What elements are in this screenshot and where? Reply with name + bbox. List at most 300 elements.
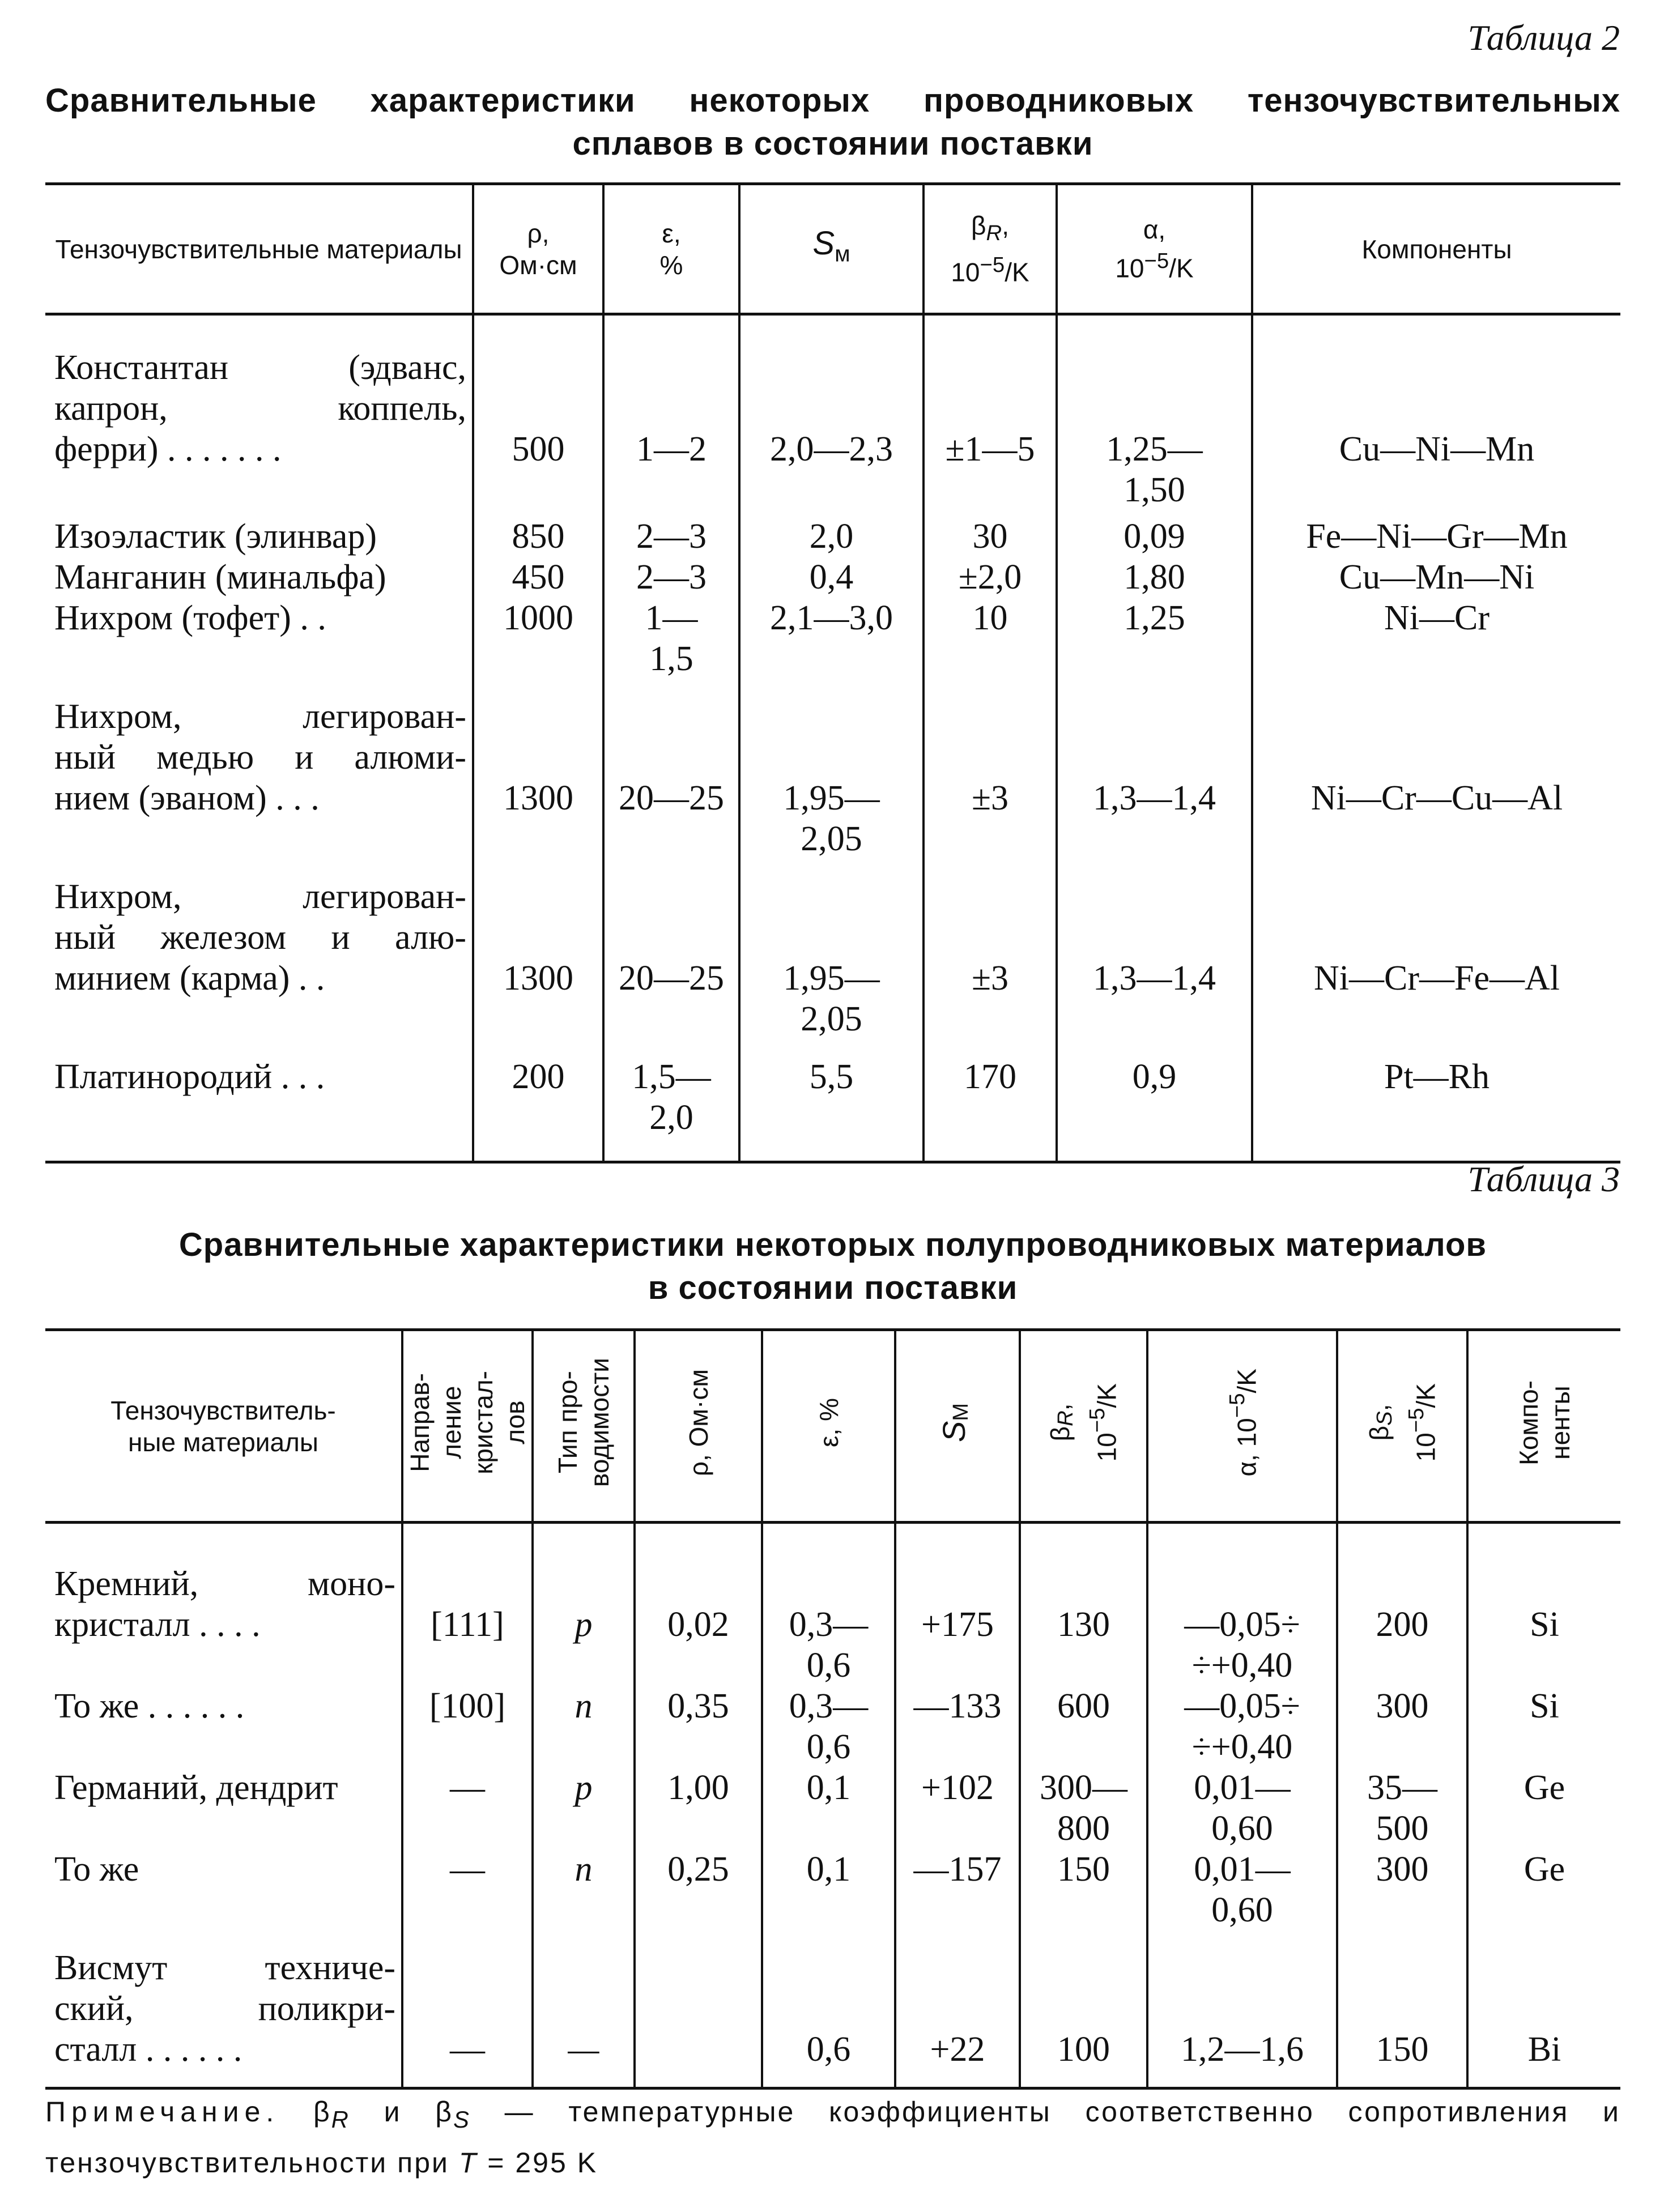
spacer-cell	[635, 1523, 762, 1564]
material-name-line: Платинородий . . .	[54, 1058, 325, 1096]
eps-value: 2—3	[636, 517, 707, 556]
spacer-cell	[45, 1039, 473, 1056]
eps-value: 0,3— 0,6	[789, 1605, 869, 1685]
type-cell	[533, 1767, 635, 1849]
rho-cell	[635, 1686, 762, 1767]
betas-value: 300	[1376, 1687, 1429, 1725]
material-name-line: Нихром, легирован-	[54, 697, 466, 736]
material-name	[45, 598, 473, 679]
spacer-cell	[895, 2070, 1020, 2089]
betas-value: 150	[1376, 2030, 1429, 2069]
eps-value: 2—3	[636, 558, 707, 596]
spacer-cell	[45, 314, 473, 348]
beta-value: ±3	[971, 779, 1009, 817]
material-name-line: Кремний, моно-	[54, 1565, 395, 1603]
alpha-value: 0,9	[1132, 1058, 1177, 1096]
sm-value: 5,5	[809, 1058, 854, 1096]
alpha-value: 1,3—1,4	[1093, 779, 1216, 817]
table-row	[45, 696, 1620, 859]
header-cell: $\beta_R$, $10^{-5}/K$	[924, 184, 1057, 314]
material-name	[45, 1767, 402, 1849]
eps-value: 1,5— 2,0	[632, 1058, 711, 1137]
table-row	[45, 1767, 1620, 1849]
betas-cell	[1337, 1947, 1467, 2070]
spacer-cell	[473, 859, 603, 876]
table-row	[45, 1849, 1620, 1930]
dir-cell	[402, 1563, 533, 1686]
sm-value: 0,4	[809, 558, 854, 596]
dir-cell	[402, 1849, 533, 1930]
eps-value: 0,3— 0,6	[789, 1687, 869, 1766]
betas-value: 300	[1376, 1850, 1429, 1889]
comp-value: Si	[1530, 1605, 1559, 1644]
comp-value: Fe—Ni—Gr—Mn	[1306, 517, 1568, 556]
material-name-line: сталл . . . . . .	[54, 2030, 242, 2069]
spacer-cell	[1147, 1930, 1337, 1947]
sm-value: 2,0—2,3	[770, 430, 893, 468]
rho-cell	[473, 557, 603, 598]
material-name-line: Германий, дендрит	[54, 1768, 338, 1807]
note-text: $\beta_R$ и $\beta_S$ — температурные коэффициенты соответственно сопротивления и тензочувствительности при T = 295 K	[45, 2096, 1620, 2179]
material-name-line: минием (карма) . .	[54, 959, 325, 998]
table3-header-row	[45, 1330, 1620, 1523]
spacer-cell	[1337, 1523, 1467, 1564]
comp-value: Pt—Rh	[1384, 1058, 1490, 1096]
table3-title-line: в состоянии поставки	[648, 1269, 1018, 1306]
table-row	[45, 1686, 1620, 1767]
sm-cell	[739, 347, 924, 510]
spacer-cell	[473, 314, 603, 348]
spacer-cell	[762, 1930, 895, 1947]
spacer-row	[45, 314, 1620, 348]
header-cell: $\beta_R$, $10^{-5}/K$	[1020, 1330, 1147, 1523]
header-cell: ε, %	[762, 1330, 895, 1523]
sm-value: 2,0	[809, 517, 854, 556]
material-name-line: ный медью и алюми-	[54, 738, 466, 777]
spacer-cell	[45, 679, 473, 696]
dir-value: —	[450, 2030, 485, 2069]
material-name-line: кристалл . . . .	[54, 1605, 261, 1644]
header-cell: α, $10^{-5}/K$	[1147, 1330, 1337, 1523]
sm-value: 2,1—3,0	[770, 599, 893, 637]
rho-cell	[635, 1563, 762, 1686]
sm-cell	[739, 696, 924, 859]
spacer-cell	[473, 1138, 603, 1162]
eps-value: 1—2	[636, 430, 707, 468]
comp-value: Si	[1530, 1687, 1559, 1725]
rho-value: 0,35	[667, 1687, 729, 1725]
betar-value: 100	[1057, 2030, 1110, 2069]
alpha-value: 1,2—1,6	[1181, 2030, 1304, 2069]
rho-value: 0,25	[667, 1850, 729, 1889]
spacer-cell	[603, 510, 739, 516]
sm-cell	[895, 1563, 1020, 1686]
comp-cell	[1467, 1767, 1620, 1849]
alpha-value: 0,09	[1123, 517, 1185, 556]
table2-title-line: сплавов в состоянии поставки	[572, 125, 1093, 162]
beta-value: ±2,0	[958, 558, 1022, 596]
material-name	[45, 516, 473, 557]
material-name	[45, 1849, 402, 1930]
spacer-cell	[1020, 1930, 1147, 1947]
spacer-cell	[603, 1039, 739, 1056]
beta-cell	[924, 557, 1057, 598]
comp-cell	[1252, 516, 1620, 557]
alpha-value: —0,05÷ ÷+0,40	[1184, 1687, 1300, 1766]
spacer-cell	[603, 859, 739, 876]
header-cell: ρ, Ом·см	[635, 1330, 762, 1523]
spacer-cell	[45, 2070, 402, 2089]
spacer-cell	[1057, 314, 1252, 348]
rho-cell	[473, 696, 603, 859]
dir-cell	[402, 1767, 533, 1849]
header-cell: $S_м$	[739, 184, 924, 314]
table-row	[45, 598, 1620, 679]
rho-value: 850	[512, 517, 565, 556]
alpha-cell	[1057, 347, 1252, 510]
spacer-row	[45, 679, 1620, 696]
spacer-cell	[924, 859, 1057, 876]
sm-cell	[895, 1767, 1020, 1849]
spacer-row	[45, 2070, 1620, 2089]
alpha-cell	[1057, 876, 1252, 1039]
rho-value: 1300	[503, 779, 573, 817]
material-name-line: Константан (эдванс,	[54, 348, 466, 387]
spacer-cell	[924, 510, 1057, 516]
comp-cell	[1252, 696, 1620, 859]
alpha-cell	[1057, 1056, 1252, 1138]
spacer-cell	[739, 1138, 924, 1162]
eps-cell	[603, 347, 739, 510]
spacer-row	[45, 1039, 1620, 1056]
spacer-cell	[635, 1930, 762, 1947]
table2-title-line: Сравнительные характеристики некоторых проводниковых тензочувствительных	[45, 82, 1620, 119]
spacer-cell	[739, 314, 924, 348]
material-name-line: Изоэластик (элинвар)	[54, 517, 377, 556]
betas-cell	[1337, 1767, 1467, 1849]
spacer-cell	[402, 1523, 533, 1564]
sm-cell	[739, 1056, 924, 1138]
material-name-line: Нихром, легирован-	[54, 877, 466, 916]
material-name-line: Манганин (минальфа)	[54, 558, 386, 596]
spacer-row	[45, 510, 1620, 516]
header-cell: ρ, Ом·см	[473, 184, 603, 314]
spacer-cell	[45, 1523, 402, 1564]
sm-value: +22	[930, 2030, 985, 2069]
spacer-cell	[603, 1138, 739, 1162]
comp-cell	[1467, 1686, 1620, 1767]
betas-value: 200	[1376, 1605, 1429, 1644]
sm-value: 1,95— 2,05	[783, 959, 880, 1038]
table-row	[45, 876, 1620, 1039]
material-name-line: ферри) . . . . . . .	[54, 430, 282, 468]
spacer-cell	[762, 1523, 895, 1564]
beta-value: ±3	[971, 959, 1009, 998]
header-cell: $\beta_S$, $10^{-5}/K$	[1337, 1330, 1467, 1523]
rho-cell	[635, 1849, 762, 1930]
betar-cell	[1020, 1767, 1147, 1849]
material-name-line: ский, поликри-	[54, 1989, 395, 2028]
header-cell: $S_M$	[895, 1330, 1020, 1523]
alpha-cell	[1147, 1686, 1337, 1767]
betar-value: 150	[1057, 1850, 1110, 1889]
alpha-value: 1,25	[1123, 599, 1185, 637]
spacer-cell	[603, 679, 739, 696]
material-name	[45, 557, 473, 598]
alpha-cell	[1057, 516, 1252, 557]
eps-value: 0,1	[806, 1768, 851, 1807]
dir-value: [111]	[431, 1605, 504, 1644]
spacer-cell	[1057, 679, 1252, 696]
comp-value: Bi	[1527, 2030, 1561, 2069]
eps-value: 20—25	[619, 779, 724, 817]
spacer-cell	[402, 2070, 533, 2089]
comp-value: Cu—Ni—Mn	[1339, 430, 1535, 468]
material-name-line: капрон, коппель,	[54, 389, 466, 428]
eps-cell	[603, 598, 739, 679]
comp-value: Ge	[1523, 1768, 1565, 1807]
material-name	[45, 696, 473, 859]
spacer-cell	[473, 510, 603, 516]
alpha-cell	[1057, 696, 1252, 859]
eps-cell	[603, 696, 739, 859]
betar-value: 600	[1057, 1687, 1110, 1725]
betas-cell	[1337, 1686, 1467, 1767]
rho-value: 1,00	[667, 1768, 729, 1807]
header-cell: Тензочувствитель- ные материалы	[45, 1330, 402, 1523]
dir-cell	[402, 1686, 533, 1767]
spacer-cell	[1252, 1039, 1620, 1056]
eps-cell	[762, 1767, 895, 1849]
header-cell: α, $10^{-5}/K$	[1057, 184, 1252, 314]
spacer-row	[45, 1930, 1620, 1947]
spacer-cell	[895, 1523, 1020, 1564]
rho-cell	[473, 516, 603, 557]
sm-value: 1,95— 2,05	[783, 779, 880, 858]
betar-value: 300— 800	[1040, 1768, 1127, 1848]
table3-note	[45, 2090, 1620, 2184]
sm-value: +102	[921, 1768, 994, 1807]
beta-value: 10	[972, 599, 1008, 637]
material-name	[45, 347, 473, 510]
header-cell: Тип про- водимости	[533, 1330, 635, 1523]
table3	[45, 1328, 1620, 2090]
alpha-cell	[1147, 1767, 1337, 1849]
table2-header-row	[45, 184, 1620, 314]
spacer-cell	[739, 510, 924, 516]
table3-title-line: Сравнительные характеристики некоторых полупроводниковых материалов	[178, 1226, 1487, 1263]
header-cell: Компо- ненты	[1467, 1330, 1620, 1523]
rho-value: 0,02	[667, 1605, 729, 1644]
dir-value: —	[450, 1850, 485, 1889]
type-value: n	[574, 1850, 593, 1889]
type-value: —	[568, 2030, 599, 2069]
type-cell	[533, 1947, 635, 2070]
spacer-cell	[473, 679, 603, 696]
alpha-cell	[1057, 598, 1252, 679]
spacer-cell	[45, 510, 473, 516]
type-cell	[533, 1563, 635, 1686]
type-cell	[533, 1849, 635, 1930]
alpha-value: 1,3—1,4	[1093, 959, 1216, 998]
betar-cell	[1020, 1849, 1147, 1930]
comp-value: Ni—Cr	[1384, 599, 1489, 637]
comp-cell	[1467, 1947, 1620, 2070]
dir-value: [100]	[429, 1687, 506, 1725]
spacer-cell	[1252, 859, 1620, 876]
alpha-value: 1,80	[1123, 558, 1185, 596]
alpha-cell	[1057, 557, 1252, 598]
rho-value: 450	[512, 558, 565, 596]
sm-value: —157	[913, 1850, 1002, 1889]
betar-cell	[1020, 1563, 1147, 1686]
betar-value: 130	[1057, 1605, 1110, 1644]
table2	[45, 182, 1620, 1163]
spacer-cell	[1467, 1523, 1620, 1564]
type-cell	[533, 1686, 635, 1767]
sm-value: +175	[921, 1605, 994, 1644]
comp-value: Ni—Cr—Cu—Al	[1310, 779, 1563, 817]
beta-value: 170	[964, 1058, 1016, 1096]
sm-cell	[895, 1849, 1020, 1930]
spacer-cell	[924, 1039, 1057, 1056]
type-value: p	[574, 1768, 593, 1807]
spacer-cell	[924, 314, 1057, 348]
eps-cell	[603, 516, 739, 557]
spacer-cell	[1057, 1039, 1252, 1056]
spacer-cell	[762, 2070, 895, 2089]
beta-value: 30	[972, 517, 1008, 556]
comp-cell	[1467, 1849, 1620, 1930]
spacer-cell	[1147, 1523, 1337, 1564]
table2-title	[45, 79, 1620, 165]
spacer-cell	[1252, 679, 1620, 696]
comp-cell	[1467, 1563, 1620, 1686]
sm-cell	[739, 598, 924, 679]
beta-cell	[924, 516, 1057, 557]
material-name	[45, 1563, 402, 1686]
material-name-line: ный железом и алю-	[54, 918, 466, 957]
spacer-cell	[895, 1930, 1020, 1947]
comp-value: Ni—Cr—Fe—Al	[1314, 959, 1560, 998]
betas-cell	[1337, 1563, 1467, 1686]
spacer-cell	[739, 859, 924, 876]
eps-value: 0,6	[806, 2030, 851, 2069]
table2-label: Таблица 2	[1467, 18, 1620, 58]
spacer-cell	[924, 679, 1057, 696]
material-name-line: нием (эваном) . . .	[54, 779, 320, 817]
header-cell: Направ- ление кристал- лов	[402, 1330, 533, 1523]
beta-cell	[924, 876, 1057, 1039]
spacer-cell	[1020, 2070, 1147, 2089]
eps-value: 20—25	[619, 959, 724, 998]
material-name	[45, 876, 473, 1039]
comp-cell	[1252, 876, 1620, 1039]
table-row	[45, 557, 1620, 598]
alpha-value: —0,05÷ ÷+0,40	[1184, 1605, 1300, 1685]
alpha-value: 0,01— 0,60	[1194, 1768, 1291, 1848]
eps-value: 0,1	[806, 1850, 851, 1889]
alpha-cell	[1147, 1849, 1337, 1930]
rho-value: 1000	[503, 599, 573, 637]
spacer-cell	[402, 1930, 533, 1947]
comp-cell	[1252, 347, 1620, 510]
spacer-cell	[739, 679, 924, 696]
spacer-cell	[1467, 2070, 1620, 2089]
sm-cell	[739, 876, 924, 1039]
spacer-cell	[1057, 1138, 1252, 1162]
spacer-cell	[473, 1039, 603, 1056]
spacer-cell	[1252, 510, 1620, 516]
header-cell: ε, %	[603, 184, 739, 314]
spacer-cell	[45, 1138, 473, 1162]
spacer-cell	[1467, 1930, 1620, 1947]
material-name-line: То же	[54, 1850, 139, 1889]
spacer-cell	[1147, 2070, 1337, 2089]
spacer-cell	[45, 859, 473, 876]
comp-cell	[1252, 557, 1620, 598]
spacer-cell	[1337, 1930, 1467, 1947]
table3-title	[45, 1224, 1620, 1310]
betas-cell	[1337, 1849, 1467, 1930]
alpha-value: 1,25— 1,50	[1106, 430, 1203, 509]
eps-value: 1— 1,5	[645, 599, 698, 678]
spacer-row	[45, 1138, 1620, 1162]
sm-cell	[895, 1686, 1020, 1767]
sm-cell	[739, 516, 924, 557]
beta-cell	[924, 598, 1057, 679]
spacer-cell	[533, 1930, 635, 1947]
betar-cell	[1020, 1686, 1147, 1767]
rho-cell	[473, 347, 603, 510]
eps-cell	[762, 1563, 895, 1686]
comp-value: Cu—Mn—Ni	[1339, 558, 1535, 596]
material-name	[45, 1056, 473, 1138]
sm-value: —133	[913, 1687, 1002, 1725]
sm-cell	[895, 1947, 1020, 2070]
alpha-cell	[1147, 1947, 1337, 2070]
table-row	[45, 516, 1620, 557]
rho-value: 200	[512, 1058, 565, 1096]
beta-cell	[924, 347, 1057, 510]
spacer-cell	[1057, 510, 1252, 516]
rho-value: 1300	[503, 959, 573, 998]
table-row	[45, 1563, 1620, 1686]
spacer-row	[45, 1523, 1620, 1564]
rho-cell	[473, 1056, 603, 1138]
spacer-cell	[1252, 314, 1620, 348]
sm-cell	[739, 557, 924, 598]
type-value: p	[574, 1605, 593, 1644]
table3-label: Таблица 3	[1467, 1159, 1620, 1199]
type-value: n	[574, 1687, 593, 1725]
eps-cell	[762, 1849, 895, 1930]
rho-cell	[473, 876, 603, 1039]
spacer-cell	[603, 314, 739, 348]
spacer-cell	[533, 1523, 635, 1564]
spacer-row	[45, 859, 1620, 876]
eps-cell	[603, 1056, 739, 1138]
spacer-cell	[739, 1039, 924, 1056]
material-name	[45, 1686, 402, 1767]
note-lead: Примечание.	[45, 2096, 280, 2128]
dir-cell	[402, 1947, 533, 2070]
spacer-cell	[45, 1930, 402, 1947]
rho-cell	[635, 1947, 762, 2070]
spacer-cell	[533, 2070, 635, 2089]
material-name-line: Висмут техниче-	[54, 1949, 395, 1987]
comp-cell	[1252, 598, 1620, 679]
